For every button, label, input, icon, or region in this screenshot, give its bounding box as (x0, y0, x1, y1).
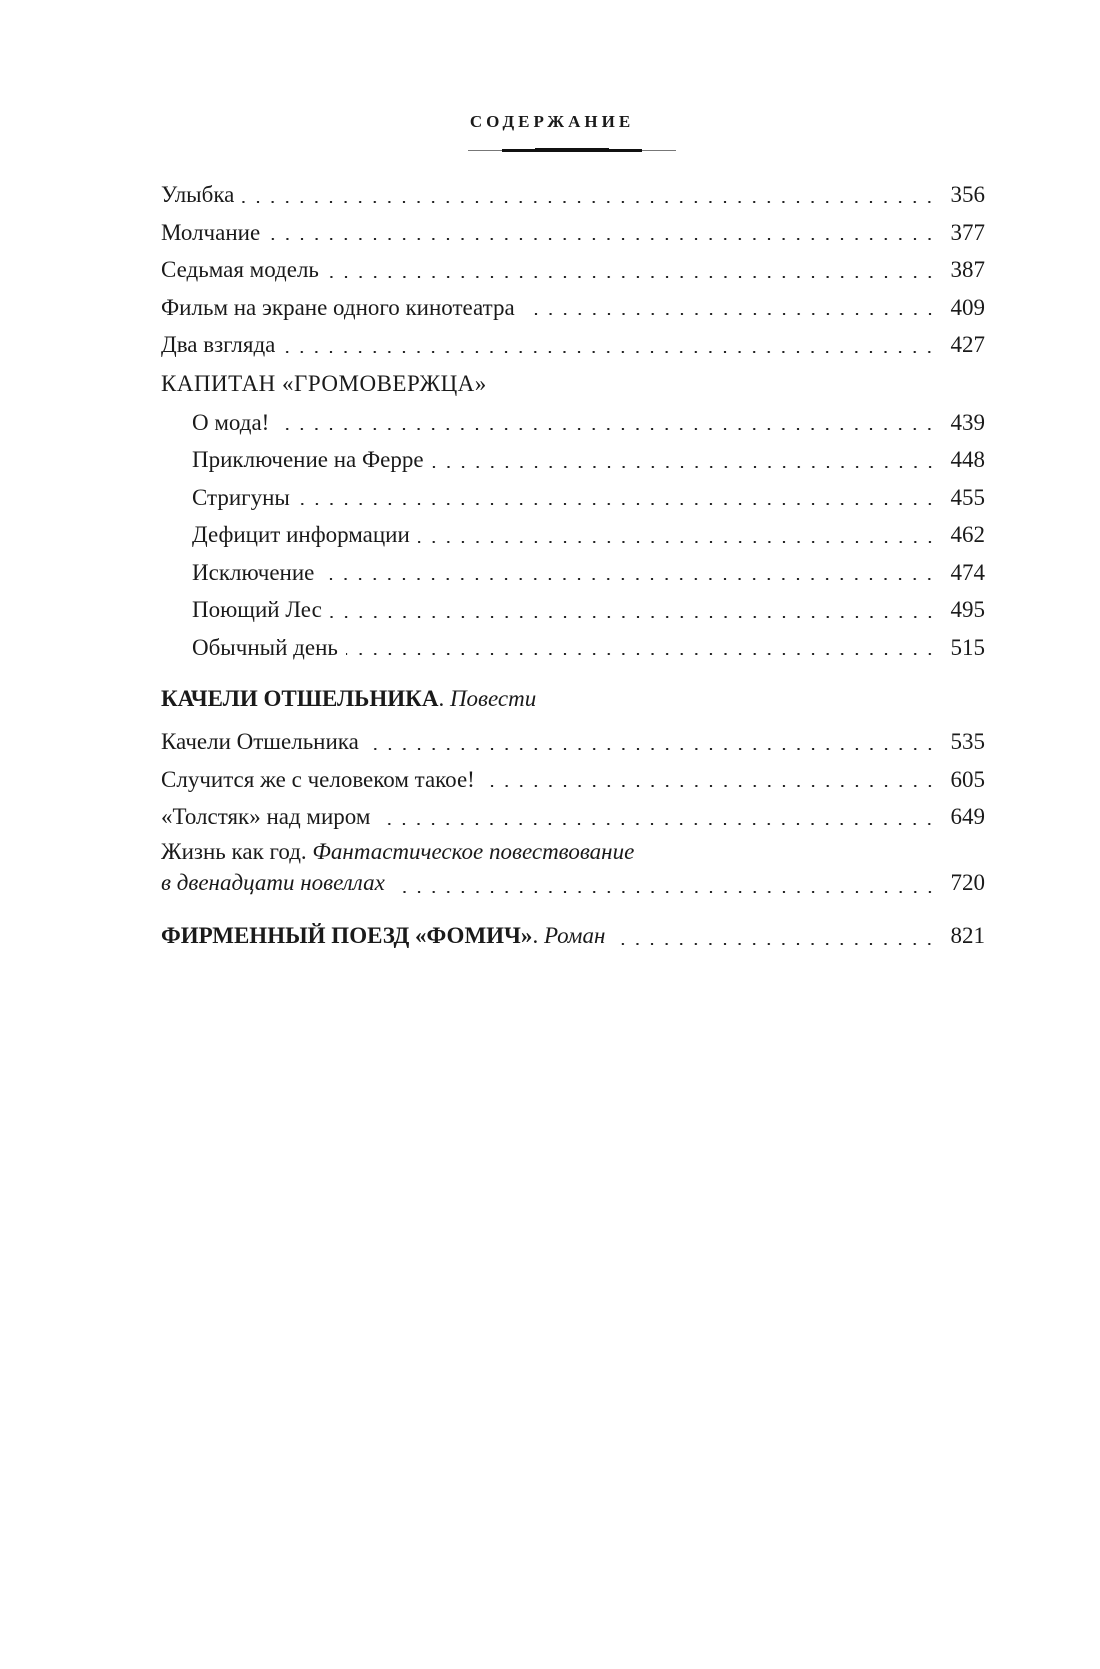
dot-leader (268, 238, 937, 240)
page-number: 427 (950, 332, 985, 357)
entry-title: Стригуны (192, 484, 290, 510)
dot-leader (283, 351, 937, 353)
entry-title: Два взгляда (161, 332, 276, 357)
entry-title: Приключение на Ферре (192, 447, 424, 472)
toc-entry[interactable] (161, 798, 985, 836)
page-number: 495 (950, 597, 985, 622)
toc-entry[interactable] (161, 629, 985, 667)
entry-title (161, 916, 605, 956)
page-number: 448 (950, 447, 985, 472)
page-number: 462 (950, 522, 985, 547)
dot-leader (298, 503, 937, 505)
toc-entry-multiline-cont[interactable] (161, 867, 985, 904)
entry-title: Седьмая модель (161, 257, 319, 282)
entry-title: Дефицит информации (192, 522, 410, 547)
toc-entry[interactable] (161, 326, 985, 364)
heading-rule-center (535, 148, 609, 152)
toc-entry-multiline[interactable] (161, 836, 985, 867)
toc-entry[interactable] (161, 554, 985, 592)
page-number: 649 (950, 804, 985, 829)
section-title: ФИРМЕННЫЙ ПОЕЗД «ФОМИЧ» (161, 922, 533, 948)
page-number: 455 (950, 484, 985, 510)
toc-entry[interactable] (161, 441, 985, 479)
dot-leader (523, 313, 937, 315)
toc-entry[interactable] (161, 289, 985, 327)
section-separator: . (438, 686, 445, 711)
toc-entry[interactable] (161, 761, 985, 799)
section-subtitle: Повести (449, 686, 537, 711)
page-number: 409 (950, 294, 985, 320)
toc-entry[interactable] (161, 479, 985, 517)
dot-leader (613, 943, 937, 945)
dot-leader (378, 823, 937, 825)
contents-heading: СОДЕРЖАНИЕ (469, 112, 635, 131)
section-separator: . (532, 922, 539, 948)
dot-leader (277, 428, 937, 430)
dot-leader (330, 616, 937, 618)
entry-title: Молчание (161, 219, 261, 245)
entry-subtitle-line1: Фантастическое повествование (312, 838, 635, 864)
entry-title: «Толстяк» над миром (161, 804, 371, 829)
entry-title: Исключение (192, 559, 315, 585)
entry-title: Обычный день (192, 634, 338, 660)
dot-leader (322, 578, 937, 580)
dot-leader (432, 466, 937, 468)
entry-title: Фильм на экране одного кинотеатра (161, 294, 515, 320)
page-number: 356 (950, 182, 985, 207)
page-number: 439 (950, 409, 985, 435)
toc-entry[interactable] (161, 723, 985, 761)
entry-title-main: Жизнь как год. (161, 838, 307, 864)
toc-entry[interactable] (161, 251, 985, 289)
page-number: 387 (950, 257, 985, 282)
entry-title (161, 836, 634, 867)
section-title: КАЧЕЛИ ОТШЕЛЬНИКА (161, 686, 439, 711)
toc-entry[interactable] (161, 404, 985, 442)
dot-leader (346, 653, 937, 655)
dot-leader (367, 748, 937, 750)
entry-title: О мода! (192, 409, 270, 435)
dot-leader (242, 201, 937, 203)
page-number: 474 (950, 559, 985, 585)
dot-leader (327, 276, 937, 278)
section-subtitle: Роман (543, 922, 606, 948)
table-of-contents (161, 176, 985, 956)
dot-leader (483, 785, 937, 787)
page-number: 720 (950, 869, 985, 895)
page-number: 605 (950, 766, 985, 792)
toc-entry[interactable] (161, 214, 985, 252)
page-number: 515 (950, 634, 985, 660)
dot-leader (393, 891, 937, 893)
entry-title: Качели Отшельника (161, 729, 359, 754)
section-heading (161, 675, 985, 723)
toc-entry[interactable] (161, 516, 985, 554)
entry-subtitle-line2: в двенадцати новеллах (161, 869, 385, 895)
page-number: 821 (950, 922, 985, 948)
page-number: 377 (950, 219, 985, 245)
entry-title: Поющий Лес (192, 597, 322, 622)
toc-entry-novel[interactable] (161, 916, 985, 956)
entry-title: Случится же с человеком такое! (161, 766, 475, 792)
page-number: 535 (950, 729, 985, 754)
entry-title: Улыбка (161, 182, 235, 207)
toc-entry[interactable] (161, 591, 985, 629)
dot-leader (418, 541, 937, 543)
toc-entry[interactable] (161, 176, 985, 214)
page-header (0, 112, 1100, 132)
cycle-heading: КАПИТАН «ГРОМОВЕРЖЦА» (161, 370, 487, 396)
